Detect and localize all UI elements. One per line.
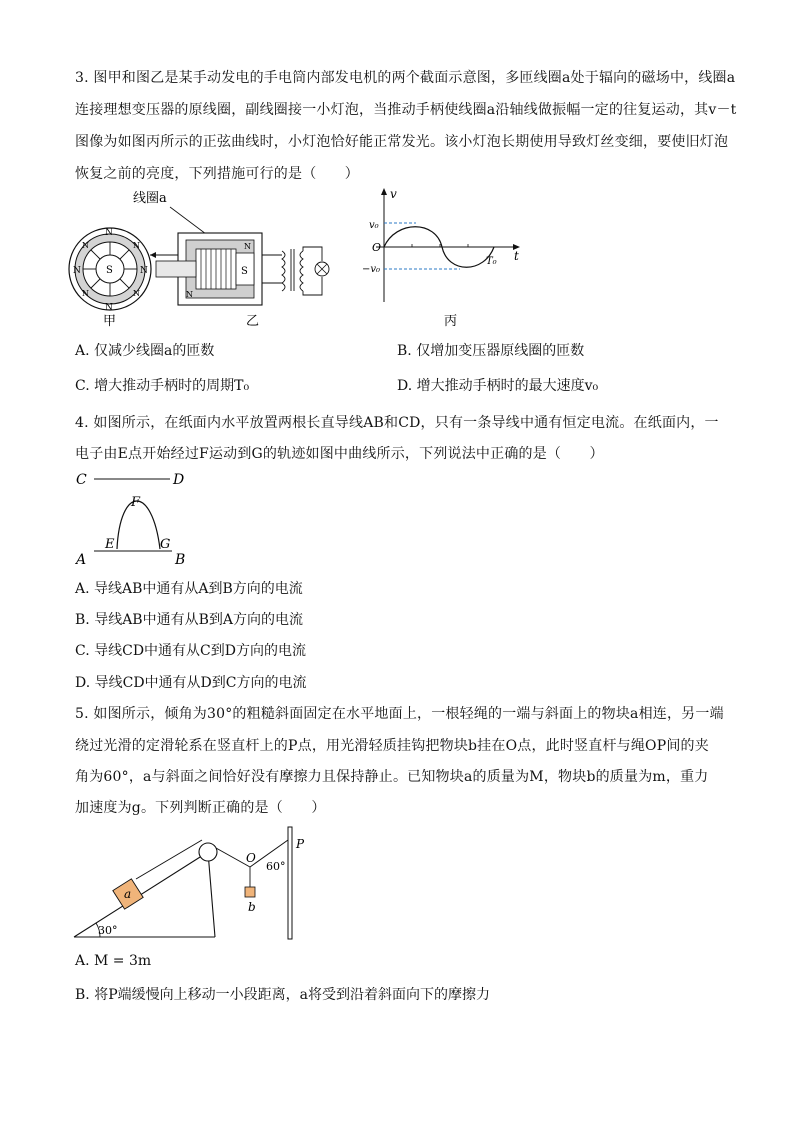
- label-g: G: [160, 537, 171, 552]
- figure-bing: [362, 187, 520, 302]
- jia-n-bl: N: [82, 289, 89, 298]
- figure-yi: [133, 190, 329, 305]
- figure-jia: [69, 228, 151, 313]
- jia-n-tl: N: [82, 241, 89, 250]
- point-p-label: P: [296, 837, 305, 851]
- q4-stem-line-2: 电子由E点开始经过F运动到G的轨迹如图中曲线所示，下列说法中正确的是（ ）: [75, 446, 604, 462]
- t0-label: T₀: [486, 256, 497, 267]
- coil-a-label: 线圈a: [133, 191, 167, 206]
- q3-option-b[interactable]: B. 仅增加变压器原线圈的匝数: [397, 343, 585, 359]
- q5-figure: [70, 822, 330, 944]
- block-a-label: a: [124, 887, 132, 901]
- q3-option-c[interactable]: C. 增大推动手柄时的周期T₀: [75, 378, 250, 394]
- q3-option-a[interactable]: A. 仅减少线圈a的匝数: [75, 343, 215, 359]
- label-a: A: [76, 552, 87, 568]
- v0-label: v₀: [369, 220, 379, 231]
- block-b: [245, 887, 255, 897]
- axis-v-label: v: [390, 187, 397, 201]
- q3-stem-line-2: 连接理想变压器的原线圈，副线圈接一小灯泡，当推动手柄使线圈a沿轴线做振幅一定的往复运动，其v－t: [75, 102, 737, 118]
- yi-n-label: N: [186, 290, 193, 299]
- caption-yi: 乙: [246, 314, 260, 329]
- q5-option-b[interactable]: B. 将P端缓慢向上移动一小段距离，a将受到沿着斜面向下的摩擦力: [75, 987, 490, 1003]
- jia-n-right: N: [140, 266, 148, 276]
- q4-option-c[interactable]: C. 导线CD中通有从C到D方向的电流: [75, 643, 306, 659]
- pulley: [199, 843, 217, 861]
- label-e: E: [105, 537, 115, 552]
- jia-n-bottom: N: [105, 303, 113, 313]
- label-c: C: [76, 472, 87, 488]
- q5-stem-line-2: 绕过光滑的定滑轮系在竖直杆上的P点，用光滑轻质挂钩把物块b挂在O点，此时竖直杆与绳OP间的夹: [75, 738, 709, 754]
- vertical-rod: [288, 827, 292, 939]
- caption-bing: 丙: [444, 314, 458, 329]
- origin-label: O: [372, 241, 382, 254]
- q5-stem-line-3: 角为60°，a与斜面之间恰好没有摩擦力且保持静止。已知物块a的质量为M，物块b的质量为m，重力: [75, 769, 709, 785]
- label-b: B: [175, 552, 186, 568]
- q4-option-b[interactable]: B. 导线AB中通有从B到A方向的电流: [75, 612, 303, 628]
- axis-t-label: t: [514, 249, 519, 263]
- block-b-label: b: [248, 900, 256, 914]
- q5-stem-line-1: 5. 如图所示，倾角为30°的粗糙斜面固定在水平地面上，一根轻绳的一端与斜面上的物块a相连，另一端: [75, 706, 724, 722]
- yi-s-label: S: [241, 266, 248, 277]
- q4-stem-line-1: 4. 如图所示，在纸面内水平放置两根长直导线AB和CD，只有一条导线中通有恒定电流。在纸面内，一: [75, 415, 719, 431]
- q3-figure: [0, 185, 794, 335]
- yi-n-top: N: [244, 242, 251, 251]
- q5-option-a[interactable]: A. M = 3m: [75, 953, 152, 969]
- jia-n-tr: N: [133, 241, 140, 250]
- neg-v0-label: −v₀: [362, 264, 381, 275]
- q3-option-d[interactable]: D. 增大推动手柄时的最大速度v₀: [397, 378, 599, 394]
- label-d: D: [173, 472, 185, 488]
- q4-option-a[interactable]: A. 导线AB中通有从A到B方向的电流: [75, 581, 303, 597]
- q4-option-d[interactable]: D. 导线CD中通有从D到C方向的电流: [75, 675, 307, 691]
- point-o-label: O: [246, 851, 256, 865]
- q3-stem-line-1: 3. 图甲和图乙是某手动发电的手电筒内部发电机的两个截面示意图，多匝线圈a处于辐向的磁场中，线圈a: [75, 70, 736, 86]
- q3-stem-line-4: 恢复之前的亮度，下列措施可行的是（ ）: [75, 166, 359, 182]
- q3-stem-line-3: 图像为如图丙所示的正弦曲线时，小灯泡恰好能正常发光。该小灯泡长期使用导致灯丝变细，要使旧灯泡: [75, 134, 729, 150]
- q5-stem-line-4: 加速度为g。下列判断正确的是（ ）: [75, 800, 326, 816]
- jia-s-label: S: [106, 265, 113, 276]
- q4-figure: [70, 466, 270, 570]
- jia-n-left: N: [73, 266, 81, 276]
- angle-30-label: 30°: [98, 924, 118, 937]
- jia-n-br: N: [133, 289, 140, 298]
- caption-jia: 甲: [103, 314, 117, 329]
- jia-n-top: N: [105, 228, 113, 238]
- angle-60-label: 60°: [266, 860, 286, 873]
- label-f: F: [131, 495, 141, 510]
